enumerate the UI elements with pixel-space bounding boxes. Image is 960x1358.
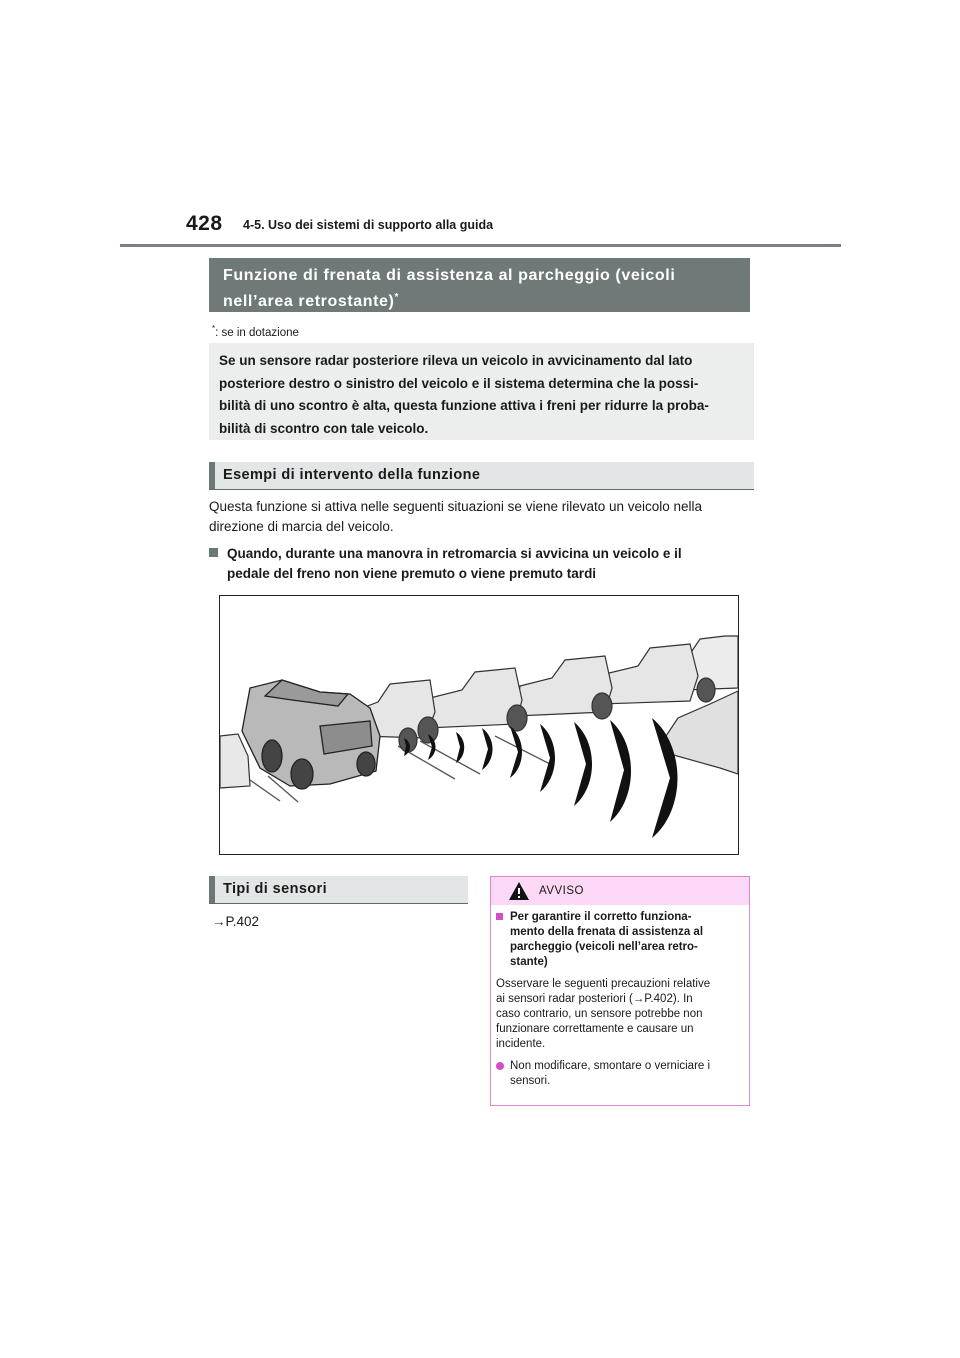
warning-box — [490, 876, 750, 1106]
main-title-line2: nell’area retrostante) — [223, 293, 395, 310]
warning-bullet-item — [496, 1059, 742, 1089]
warning-para-line: incidente. — [496, 1038, 546, 1050]
main-section-title — [209, 258, 750, 312]
warning-bullet-line: sensori. — [510, 1075, 551, 1087]
warning-title: AVVISO — [539, 885, 584, 897]
footnote-text: : se in dotazione — [215, 326, 299, 339]
sensor-types-heading — [209, 876, 468, 904]
square-bullet-icon — [209, 548, 218, 557]
bullet-line: Quando, durante una manovra in retromarcia si avvicina un veicolo e il — [227, 546, 682, 561]
footnote-marker: * — [212, 324, 216, 333]
warning-para-line: Osservare le seguenti precauzioni relative — [496, 978, 711, 990]
availability-marker: * — [394, 292, 399, 303]
warning-bold-line: parcheggio (veicoli nell’area retro- — [510, 941, 698, 953]
footnote — [212, 324, 299, 339]
warning-bold-line: Per garantire il corretto funziona- — [510, 911, 692, 923]
warning-bold-line: mento della frenata di assistenza al — [510, 926, 704, 938]
circle-bullet-icon — [496, 1062, 504, 1070]
bullet-line: pedale del freno non viene premuto o viene premuto tardi — [227, 566, 597, 581]
example-bullet — [209, 544, 754, 584]
warning-header — [491, 877, 749, 905]
warning-para-line: funzionare correttamente e causare un — [496, 1023, 694, 1035]
intro-line: Se un sensore radar posteriore rileva un veicolo in avvicinamento dal lato — [219, 353, 693, 368]
section-label: 4-5. Uso dei sistemi di supporto alla guida — [243, 218, 494, 232]
warning-bold-item — [496, 910, 742, 970]
body-line: Questa funzione si attiva nelle seguenti situazioni se viene rilevato un veicolo nella — [209, 499, 703, 514]
intro-summary — [209, 343, 754, 440]
rear-cross-traffic-illustration — [219, 595, 739, 855]
warning-triangle-icon — [508, 881, 530, 901]
warning-bold-line: stante) — [510, 956, 548, 968]
warning-paragraph — [496, 977, 742, 1052]
heading-bar — [209, 462, 215, 489]
main-title-line2-wrap — [223, 289, 750, 315]
parking-scene-svg — [220, 596, 738, 854]
header-divider — [120, 244, 841, 247]
page-number: 428 — [186, 212, 223, 235]
main-title-line1: Funzione di frenata di assistenza al parcheggio (veicoli — [223, 267, 676, 284]
warning-content — [496, 910, 742, 1089]
examples-heading-text: Esempi di intervento della funzione — [223, 467, 481, 483]
examples-heading — [209, 462, 754, 490]
intro-line: bilità di scontro con tale veicolo. — [219, 420, 429, 436]
warning-para-line: ai sensori radar posteriori (→P.402). In — [496, 993, 693, 1005]
page-reference-link[interactable]: →P.402 — [212, 914, 260, 929]
warning-bullet-line: Non modificare, smontare o verniciare i — [510, 1060, 711, 1072]
heading-bar — [209, 876, 215, 903]
sensor-types-heading-text: Tipi di sensori — [223, 881, 328, 897]
intro-line: bilità di uno scontro è alta, questa funzione attiva i freni per ridurre la proba- — [219, 398, 709, 413]
body-line: direzione di marcia del veicolo. — [209, 519, 394, 534]
examples-body — [209, 497, 754, 537]
square-bullet-icon — [496, 913, 503, 920]
intro-line: posteriore destro o sinistro del veicolo e il sistema determina che la possi- — [219, 375, 699, 391]
warning-para-line: caso contrario, un sensore potrebbe non — [496, 1008, 703, 1020]
